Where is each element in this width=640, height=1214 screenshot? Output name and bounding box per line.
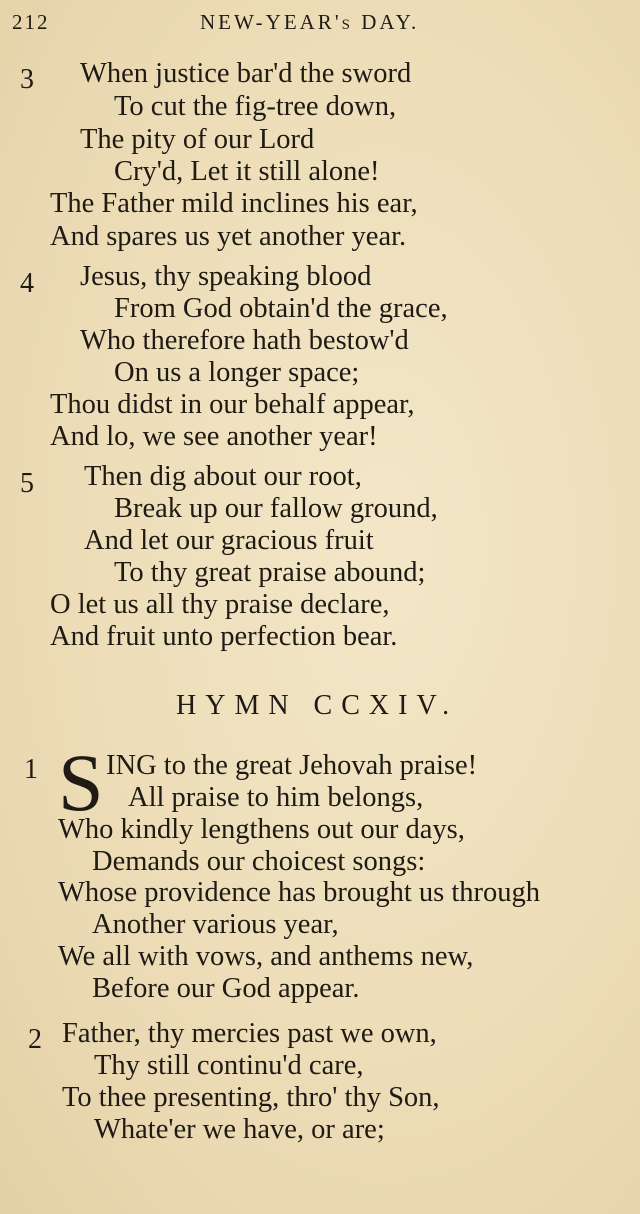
verse-line: And lo, we see another year! (50, 421, 378, 452)
verse-line: Whose providence has brought us through (58, 877, 541, 908)
verse-line: Before our God appear. (92, 973, 360, 1004)
verse-number: 2 (28, 1024, 42, 1055)
verse-line: Who therefore hath bestow'd (80, 325, 409, 356)
verse-line: Whate'er we have, or are; (94, 1114, 385, 1145)
page-number: 212 (12, 10, 50, 34)
verse-line: The pity of our Lord (80, 124, 315, 155)
verse-line: To thee presenting, thro' thy Son, (62, 1082, 440, 1113)
verse-line: And fruit unto perfection bear. (50, 621, 398, 652)
verse-line: Cry'd, Let it still alone! (114, 156, 380, 187)
verse-number: 4 (20, 268, 34, 299)
verse-line: When justice bar'd the sword (80, 58, 412, 89)
verse-line: Another various year, (92, 909, 339, 940)
verse-line: Who kindly lengthens out our days, (58, 814, 465, 845)
verse-number: 1 (24, 754, 38, 785)
drop-cap: S (58, 737, 104, 828)
hymn-title: HYMN CCXIV. (176, 690, 459, 721)
verse-line: Thou didst in our behalf appear, (50, 389, 415, 420)
verse-number: 3 (20, 64, 34, 95)
verse-line: Break up our fallow ground, (114, 493, 438, 524)
verse-line: And let our gracious fruit (84, 525, 374, 556)
verse-number: 5 (20, 468, 34, 499)
page-header (12, 4, 632, 38)
verse-line: Father, thy mercies past we own, (62, 1018, 437, 1049)
verse-line: O let us all thy praise declare, (50, 589, 390, 620)
verse-line: And spares us yet another year. (50, 221, 407, 252)
verse-line: The Father mild inclines his ear, (50, 188, 418, 219)
verse-line: From God obtain'd the grace, (114, 293, 448, 324)
verse-line: All praise to him belongs, (128, 782, 424, 813)
verse-line: ING to the great Jehovah praise! (106, 750, 478, 781)
verse-line: Demands our choicest songs: (92, 846, 426, 877)
verse-line: We all with vows, and anthems new, (58, 941, 474, 972)
verse-line: On us a longer space; (114, 357, 360, 388)
verse-line: To cut the fig-tree down, (114, 91, 397, 122)
verse-line: To thy great praise abound; (114, 557, 426, 588)
running-head: NEW-YEAR's DAY. (200, 10, 420, 34)
verse-line: Thy still continu'd care, (94, 1050, 364, 1081)
verse-line: Jesus, thy speaking blood (80, 261, 372, 292)
verse-line: Then dig about our root, (84, 461, 362, 492)
